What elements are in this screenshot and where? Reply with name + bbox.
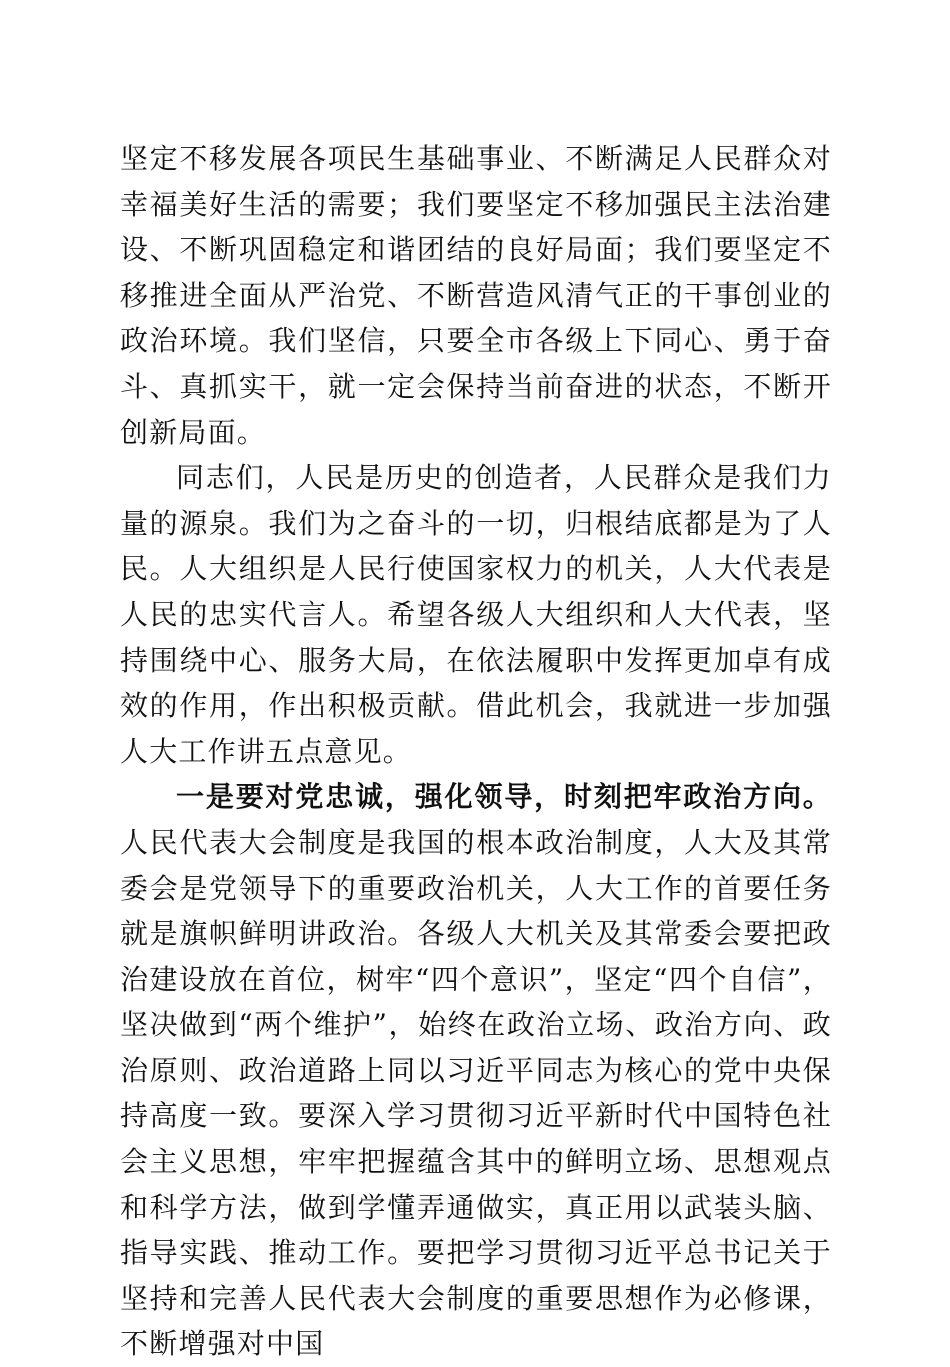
document-body <box>120 136 832 1367</box>
paragraph-point-one <box>120 774 832 1367</box>
paragraph-text: 同志们，人民是历史的创造者，人民群众是我们力量的源泉。我们为之奋斗的一切，归根结底都是为了人民。人大组织是人民行使国家权力的机关，人大代表是人民的忠实代言人。希望各级人大组织和人大代表，坚持围绕中心、服务大局，在依法履职中发挥更加卓有成效的作用，作出积极贡献。借此机会，我就进一步加强人大工作讲五点意见。 <box>120 461 832 768</box>
paragraph-text: 人民代表大会制度是我国的根本政治制度，人大及其常委会是党领导下的重要政治机关，人大工作的首要任务就是旗帜鲜明讲政治。各级人大机关及其常委会要把政治建设放在首位，树牢“四个意识”，坚定“四个自信”，坚决做到“两个维护”，始终在政治立场、政治方向、政治原则、政治道路上同以习近平同志为核心的党中央保持高度一致。要深入学习贯彻习近平新时代中国特色社会主义思想，牢牢把握蕴含其中的鲜明立场、思想观点和科学方法，做到学懂弄通做实，真正用以武装头脑、指导实践、推动工作。要把学习贯彻习近平总书记关于坚持和完善人民代表大会制度的重要思想作为必修课，不断增强对中国 <box>120 825 832 1361</box>
paragraph-text: 坚定不移发展各项民生基础事业、不断满足人民群众对幸福美好生活的需要；我们要坚定不移加强民主法治建设、不断巩固稳定和谐团结的良好局面；我们要坚定不移推进全面从严治党、不断营造风清气正的干事创业的政治环境。我们坚信，只要全市各级上下同心、勇于奋斗、真抓实干，就一定会保持当前奋进的状态，不断开创新局面。 <box>120 142 832 449</box>
paragraph-comrades <box>120 455 832 774</box>
paragraph-lead-heading: 一是要对党忠诚，强化领导，时刻把牢政治方向。 <box>176 780 832 814</box>
paragraph-continuation <box>120 136 832 455</box>
